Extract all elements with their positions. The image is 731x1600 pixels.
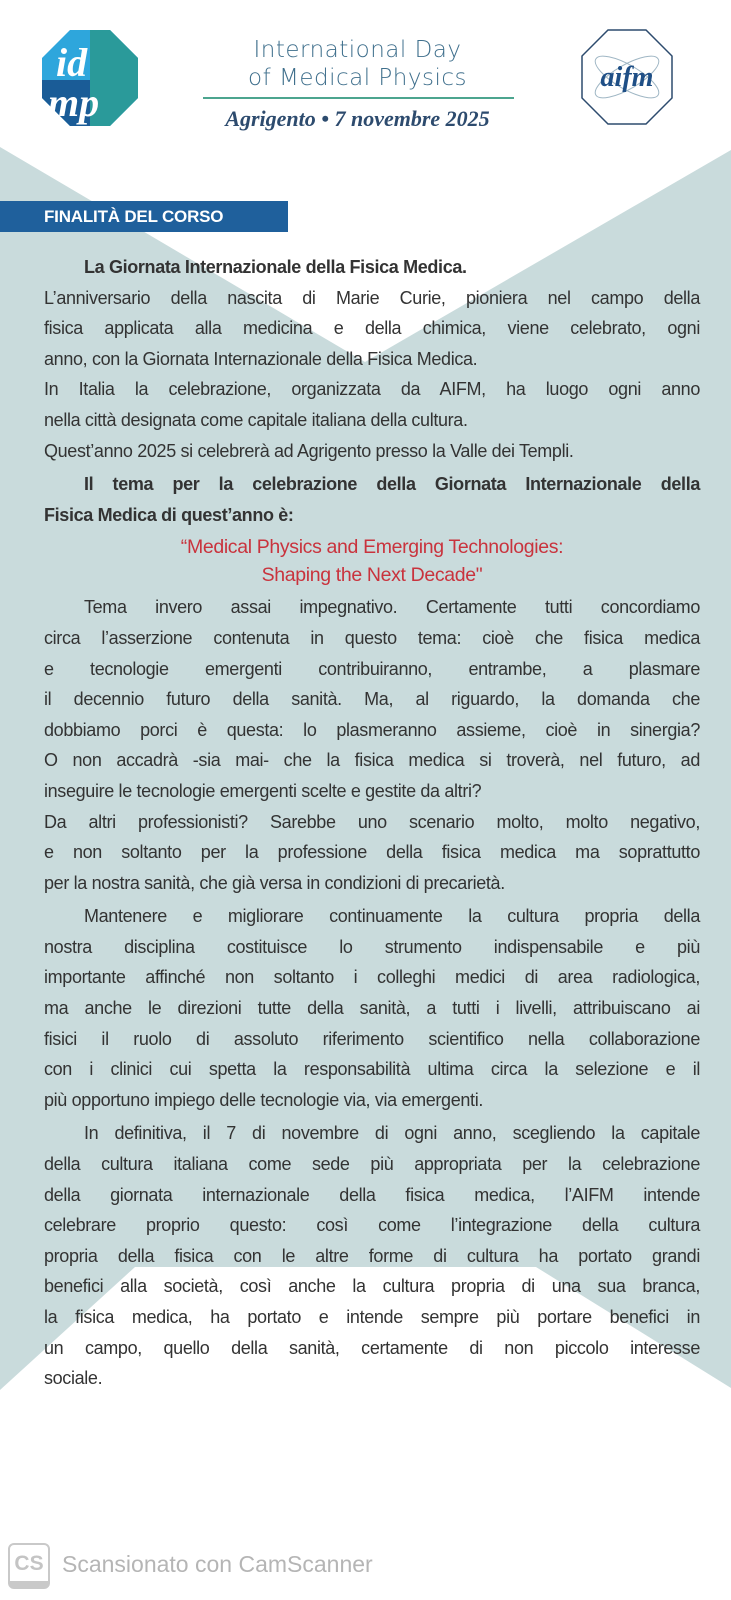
text-line: fisici il ruolo di assoluto riferimento scientifico nella collaborazione: [44, 1028, 700, 1049]
text-line: nostra disciplina costituisce lo strumento indispensabile e più: [44, 936, 700, 957]
title-divider: [203, 97, 514, 99]
theme-lead: Fisica Medica di quest’anno è:: [44, 504, 294, 525]
aifm-logo: [580, 28, 674, 126]
section-banner-label: FINALITÀ DEL CORSO: [44, 207, 224, 226]
text-line: inseguire le tecnologie emergenti scelte e gestite da altri?: [44, 780, 482, 801]
text-line: O non accadrà -sia mai- che la fisica medica si troverà, nel futuro, ad: [44, 750, 700, 771]
text-line: In definitiva, il 7 di novembre di ogni anno, scegliendo la capitale: [84, 1123, 700, 1144]
camscanner-icon: CS: [8, 1543, 50, 1589]
theme-quote: Shaping the Next Decade": [261, 564, 483, 587]
article-body: [44, 252, 700, 1394]
text-line: Quest’anno 2025 si celebrerà ad Agrigento presso la Valle dei Templi.: [44, 440, 574, 461]
theme-lead: Il tema per la celebrazione della Giornata Internazionale della: [84, 474, 700, 495]
event-location-date: Agrigento • 7 novembre 2025: [225, 106, 490, 131]
text-line: della cultura italiana come sede più appropriata per la celebrazione: [44, 1154, 700, 1175]
text-line: L’anniversario della nascita di Marie Curie, pioniera nel campo della: [44, 287, 700, 308]
svg-text:mp: mp: [48, 80, 100, 125]
text-line: un campo, quello della sanità, certamente di non piccolo interesse: [44, 1337, 700, 1358]
text-line: Da altri professionisti? Sarebbe uno scenario molto, molto negativo,: [44, 811, 700, 832]
text-line: Mantenere e migliorare continuamente la cultura propria della: [84, 906, 700, 927]
text-line: celebrare proprio questo: così come l’integrazione della cultura: [44, 1215, 700, 1236]
svg-text:id: id: [56, 40, 88, 85]
text-line: e non soltanto per la professione della fisica medica ma soprattutto: [44, 842, 700, 863]
intro-heading: La Giornata Internazionale della Fisica Medica.: [84, 257, 467, 277]
text-line: più opportuno impiego delle tecnologie via, via emergenti.: [44, 1089, 483, 1110]
paragraph: [44, 807, 700, 899]
paragraph: [44, 901, 700, 1115]
paragraph: [44, 1118, 700, 1393]
text-line: per la nostra sanità, che già versa in condizioni di precarietà.: [44, 872, 505, 893]
text-line: della giornata internazionale della fisica medica, l’AIFM intende: [44, 1184, 700, 1205]
theme-quote: “Medical Physics and Emerging Technologies:: [180, 536, 564, 559]
text-line: Tema invero assai impegnativo. Certamente tutti concordiamo: [84, 597, 700, 618]
text-line: propria della fisica con le altre forme di cultura ha portato grandi: [44, 1245, 700, 1266]
event-title-line1: International Day: [253, 37, 462, 63]
text-line: dobbiamo porci è questa: lo plasmeranno assieme, cioè in sinergia?: [44, 719, 700, 740]
text-line: fisica applicata alla medicina e della chimica, viene celebrato, ogni: [44, 318, 700, 339]
event-title-line2: of Medical Physics: [248, 65, 467, 91]
text-line: la fisica medica, ha portato e intende sempre più portare benefici in: [44, 1307, 700, 1327]
text-line: benefici alla società, così anche la cultura propria di una sua branca,: [44, 1276, 700, 1297]
text-line: e tecnologie emergenti contribuiranno, entrambe, a plasmare: [44, 658, 700, 679]
text-line: importante affinché non soltanto i colleghi medici di area radiologica,: [44, 967, 700, 988]
camscanner-text: Scansionato con CamScanner: [62, 1551, 373, 1577]
text-line: circa l’asserzione contenuta in questo tema: cioè che fisica medica: [44, 627, 700, 648]
text-line: sociale.: [44, 1368, 103, 1389]
svg-text:aifm: aifm: [600, 62, 654, 93]
text-line: anno, con la Giornata Internazionale della Fisica Medica.: [44, 348, 478, 369]
section-banner: [0, 201, 288, 232]
text-line: con i clinici cui spetta la responsabilità ultima circa la selezione e il: [44, 1059, 700, 1080]
text-line: nella città designata come capitale italiana della cultura.: [44, 409, 468, 430]
paragraph: [44, 592, 700, 806]
idmp-logo: [42, 30, 138, 126]
text-line: il decennio futuro della sanità. Ma, al riguardo, la domanda che: [44, 689, 700, 710]
text-line: In Italia la celebrazione, organizzata da AIFM, ha luogo ogni anno: [44, 379, 700, 400]
text-line: ma anche le direzioni tutte della sanità, a tutti i livelli, attribuiscano ai: [44, 998, 700, 1019]
